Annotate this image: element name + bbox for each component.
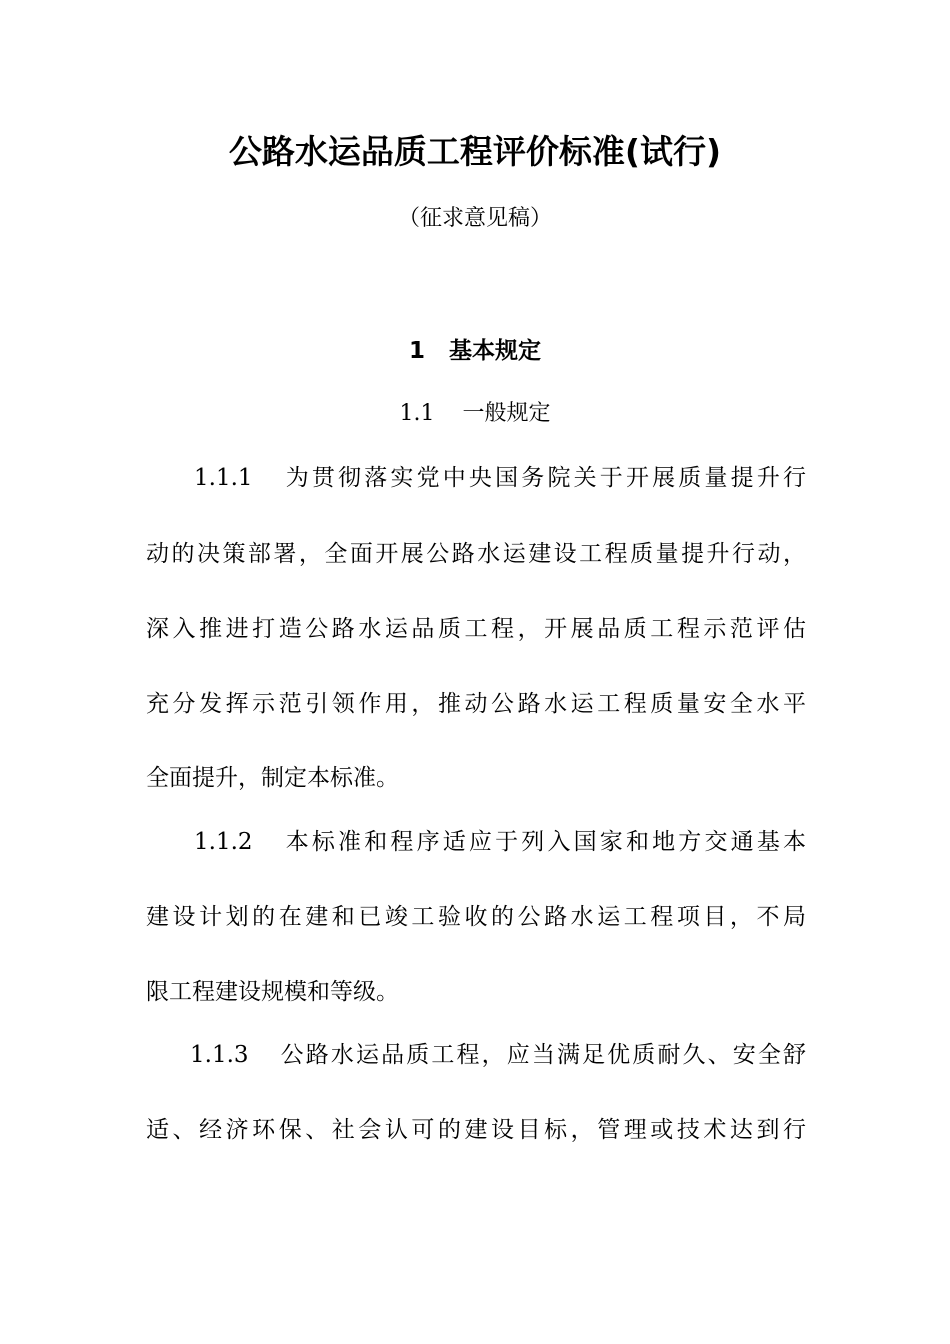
- paragraph-line: 限工程建设规模和等级。: [146, 979, 399, 1005]
- clause-number: 1.1.1: [194, 465, 253, 491]
- clause-number: 1.1.3: [190, 1042, 249, 1068]
- document-subtitle: （征求意见稿）: [397, 206, 552, 231]
- subsection-heading: [0, 397, 950, 431]
- paragraph-line: 深入推进打造公路水运品质工程，开展品质工程示范评估: [146, 616, 806, 642]
- paragraph-line: 适、经济环保、社会认可的建设目标，管理或技术达到行: [146, 1117, 806, 1143]
- line-text: 本标准和程序适应于列入国家和地方交通基本: [282, 829, 806, 855]
- line-text: 公路水运品质工程，应当满足优质耐久、安全舒: [278, 1042, 806, 1068]
- line-text: 为贯彻落实党中央国务院关于开展质量提升行: [282, 465, 806, 491]
- paragraph-line: [194, 822, 806, 862]
- subsection-title: 一般规定: [462, 401, 551, 426]
- section-heading: [0, 334, 950, 368]
- clause-number: 1.1.2: [194, 829, 253, 855]
- paragraph-line: [194, 458, 806, 498]
- paragraph-line: 全面提升，制定本标准。: [146, 765, 399, 791]
- paragraph-line: 充分发挥示范引领作用，推动公路水运工程质量安全水平: [146, 691, 806, 717]
- paragraph-line: 建设计划的在建和已竣工验收的公路水运工程项目，不局: [146, 904, 806, 930]
- paragraph-line: [190, 1035, 806, 1075]
- section-title: 基本规定: [449, 338, 541, 364]
- document-title: 公路水运品质工程评价标准(试行): [228, 132, 722, 171]
- subsection-number: 1.1: [399, 401, 435, 426]
- section-number: 1: [408, 338, 425, 364]
- paragraph-line: 动的决策部署，全面开展公路水运建设工程质量提升行动，: [146, 541, 806, 567]
